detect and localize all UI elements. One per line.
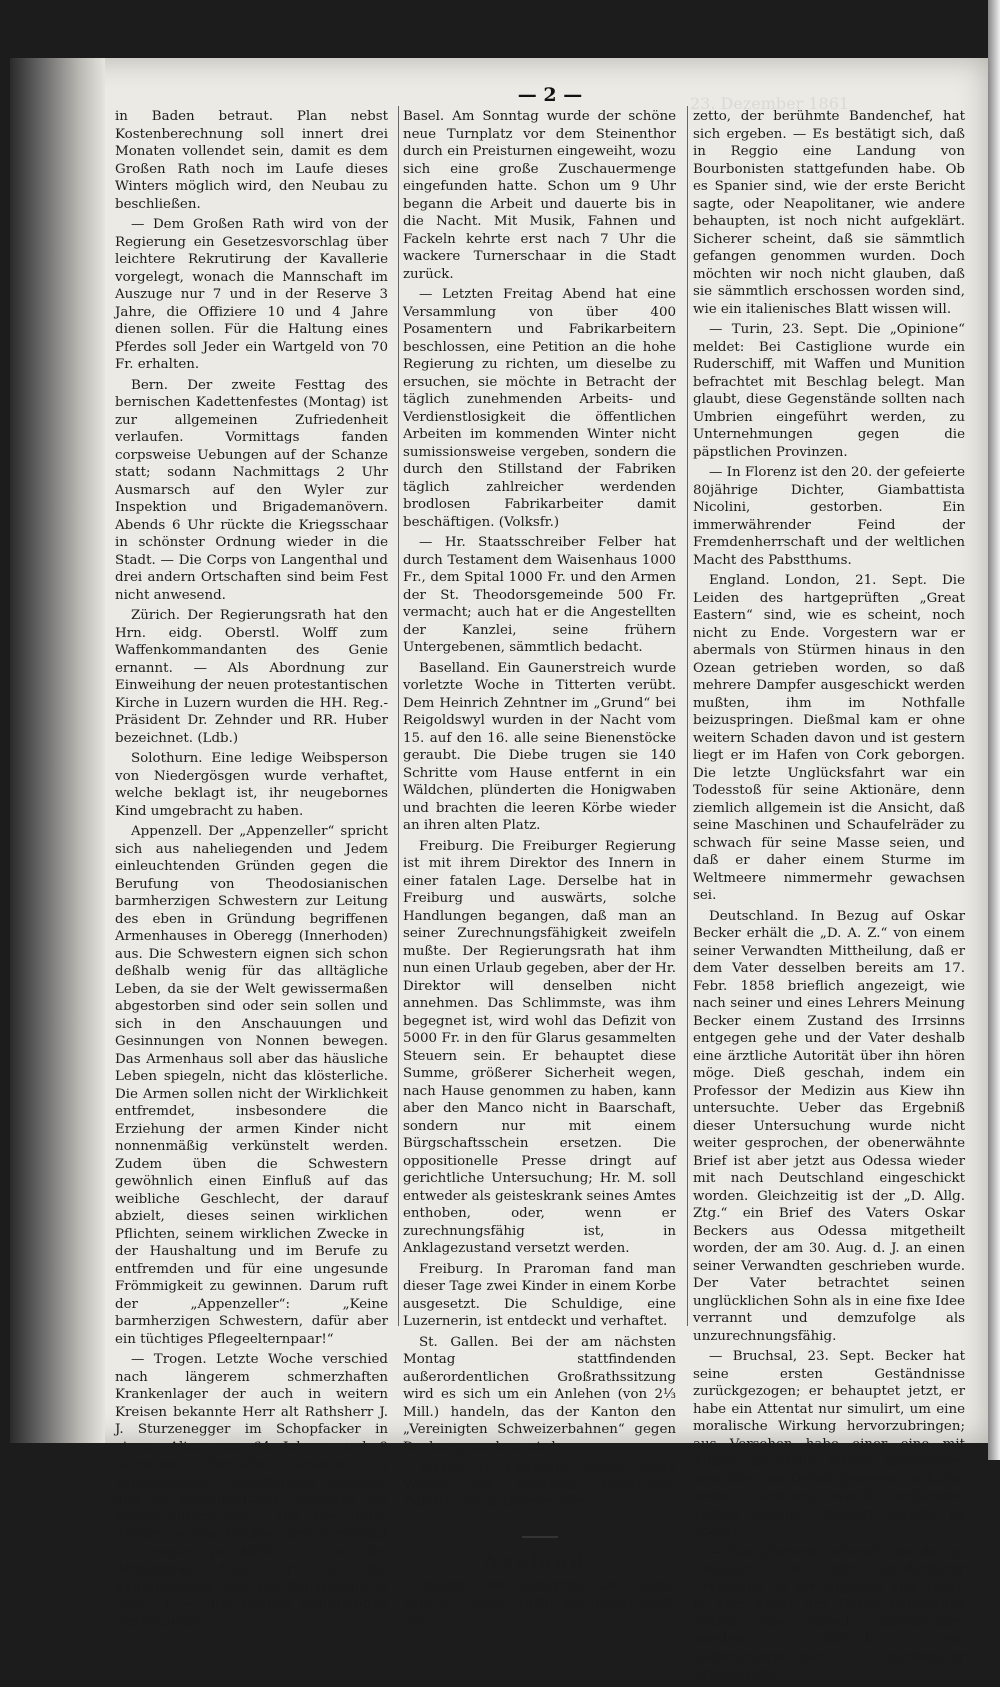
article-paragraph: zetto, der berühmte Bandenchef, hat sich ergeben. — Es bestätigt sich, daß in Reggio eine Landung von Bourbonisten stattgefunden habe. Ob es Spanier sind, wie der erste Bericht sagte, oder Neapolitaner, wie andere behaupten, ist noch nicht aufgeklärt. Sicherer scheint, daß sie sämmtlich gefangen genommen wurden. Doch möchten wir noch nicht glauben, daß sie sämmtlich erschossen worden sind, wie ein italienisches Blatt wissen will. [693,109,965,317]
article-paragraph: — In Florenz ist den 20. der gefeierte 80jährige Dichter, Giambattista Nicolini, gestorben. Ein immerwährender Feind der Fremdenherrschaft und der weltlichen Macht des Pabstthums. [693,465,965,568]
article-paragraph: Zürich. Der Regierungsrath hat den Hrn. eidg. Oberstl. Wolff zum Waffenkommandanten des Genie ernannt. — Als Abordnung zur Einweihung der neuen protestantischen Kirche in Luzern wurden die HH. Reg.-Präsident Dr. Zehnder und RR. Huber bezeichnet. (Ldb.) [115,608,388,746]
article-paragraph: — Turin, 23. Sept. Die „Opinione“ meldet: Bei Castiglione wurde ein Ruderschiff, mit Waffen und Munition befrachtet mit Beschlag belegt. Man glaubt, diese Gegenstände sollten nach Umbrien eingeführt werden, zu Unternehmungen gegen die päpstlichen Provinzen. [693,322,965,460]
article-paragraph: England. London, 21. Sept. Die Leiden des hartgeprüften „Great Eastern“ sind, wie es scheint, noch nicht zu Ende. Vorgestern war er abermals von Stürmen hinaus in den Ozean getrieben worden, so daß mehrere Dampfer ausgeschickt werden mußten, ihm im Nothfalle beizuspringen. Dießmal kam er ohne weitern Schaden davon und ist gestern liegt er im Hafen von Cork geborgen. Die letzte Unglücksfahrt war ein Todesstoß für seine Aktionäre, denn ziemlich allgemein ist die Ansicht, daß seine Maschinen und Schaufelräder zu schwach für seine Masse seien, und daß er daher einem Sturme im Weltmeere nimmermehr gewachsen sei. [693,573,965,903]
article-paragraph: Bern. Der zweite Festtag des bernischen Kadettenfestes (Montag) ist zur allgemeinen Zufriedenheit verlaufen. Vormittags fanden corpsweise Uebungen auf der Schanze statt; sodann Nachmittags 2 Uhr Ausmarsch auf den Wyler zur Inspektion und Brigademanövern. Abends 6 Uhr rückte die Kriegsschaar in schönster Ordnung wieder in die Stadt. — Die Corps von Langenthal und drei andern Ortschaften sind beim Fest nicht anwesend. [115,377,388,603]
page-edge [988,0,1000,1460]
article-paragraph: Waadt. In Lausanne weilte letzte Woche der bekannte kaiserliche Publizist de la Guéronnière. [403,1460,676,1510]
section-heading-ausland: Ausland. [483,1551,596,1572]
article-paragraph: Deutschland. In Bezug auf Oskar Becker erhält die „D. A. Z.“ von einem seiner Verwandten Mittheilung, daß er dem Vater desselben bereits am 17. Febr. 1858 brieflich angezeigt, wie nach seiner und eines Lehrers Meinung Becker einem Zustand des Irrsinns entgegen gehe und der Vater deshalb eine ärztliche Autorität über ihn hören möge. Dieß geschah, indem ein Professor der Medizin aus Kiew ihn untersuchte. Ueber das Ergebniß dieser Untersuchung wurde nicht weiter gesprochen, der obenerwähnte Brief ist aber jetzt aus Odessa wieder mit nach Deutschland eingeschickt worden. Gleichzeitig ist der „D. Allg. Ztg.“ ein Brief des Vaters Oskar Beckers aus Odessa mitgetheilt worden, der am 30. Aug. d. J. an einen seiner Verwandten geschrieben wurde. Der Vater betrachtet seinen unglücklichen Sohn als in eine fixe Idee verrannt und demzufolge als unzurechnungsfähig. [693,908,965,1344]
article-paragraph: Freiburg. Die Freiburger Regierung ist mit ihrem Direktor des Innern in einer fatalen Lage. Derselbe hat in Freiburg und auswärts, solche Handlungen begangen, daß man an seiner Zurechnungsfähigkeit zweifeln mußte. Der Regierungsrath hat ihm nun einen Urlaub gegeben, aber der Hr. Direktor will denselben nicht annehmen. Das Schlimmste, was ihm begegnet ist, wird wohl das Defizit von 5000 Fr. in den für Glarus gesammelten Steuern sein. Er behauptet diese Summe, größerer Sicherheit wegen, nach Hause genommen zu haben, kann aber den Manco nicht in Baarschaft, sondern nur mit einem Bürgschaftsschein ersetzen. Die oppositionelle Presse dringt auf gerichtliche Untersuchung; Hr. M. soll entweder als geisteskrank seines Amtes enthoben, oder, wenn er zurechnungsfähig ist, in Anklagezustand versetzt werden. [403,838,676,1256]
column-rule [398,106,399,1326]
article-paragraph: — Trogen. Letzte Woche verschied nach längerem schmerzhaften Krankenlager der auch in weitern Kreisen bekannte Herr alt Rathsherr J. J. Sturzenegger im Schopfacker in einem Alter von 64 Jahren und 9 Monaten. Derselbe testirte zu verschiedenen wohlthätigen Zwecken und an gemeinnützige Anstalten die schöne Summe von 17,200 Frkn., unter Andern an das Kirchen- und Armengut in Trogen je 4000 Fr., an das Armenhaus 4000 Fr., an die Kantonsschule und die Schurtanne je 2000 Fr. — Ehre solchen wohlthätigen Gesinnungen. [115,1352,388,1630]
article-paragraph: — Letzten Freitag Abend hat eine Versammlung von über 400 Posamentern und Fabrikarbeitern beschlossen, eine Petition an die hohe Regierung zu richten, um dieselbe zu ersuchen, sie möchte in Betracht der täglich zunehmenden Arbeits- und Verdienstlosigkeit die öffentlichen Arbeiten im kommenden Winter nicht sumissionsweise vergeben, sondern die durch den Stillstand der Fabriken täglich zahlreicher werdenden brodlosen Fabrikarbeiter damit beschäftigen. (Volksfr.) [403,287,676,530]
article-paragraph: Solothurn. Eine ledige Weibsperson von Niedergösgen wurde verhaftet, welche beklagt ist, ihr neugebornes Kind umgebracht zu haben. [115,751,388,819]
newspaper-page [10,58,988,1682]
page-number: — 2 — [517,84,583,106]
article-italien: Italien. Eine Depesche aus Neapel vom 21. (über Turin kommend) sagt: Co- [403,1577,676,1628]
article-paragraph: Freiburg. In Praroman fand man dieser Tage zwei Kinder in einem Korbe ausgesetzt. Die Schuldige, eine Luzernerin, ist entdeckt und verhaftet. [403,1261,676,1329]
article-paragraph: — Bruchsal, 23. Sept. Becker hat seine ersten Geständnisse zurückgezogen; er behauptet jetzt, er habe ein Attentat nur simulirt, um eine moralische Wirkung hervorzubringen; aus Versehen habe einer eine mit Kugeln geladene Pistole genommen; sein Ideal sei Orsini gewesen; er hoffe, seine Handlung werde beißenden Folgen erzeugen. Beckers Sprache ist konfus. [693,1349,965,1539]
article-paragraph: Basel. Am Sonntag wurde der schöne neue Turnplatz vor dem Steinenthor durch ein Preisturnen eingeweiht, wozu sich eine große Zuschauermenge eingefunden hatte. Schon um 9 Uhr begann die Arbeit und dauerte bis in die Nacht. Mit Musik, Fahnen und Fackeln kehrte erst nach 7 Uhr die wackere Turnerschaar in die Stadt zurück. [403,109,676,282]
section-separator [403,1526,676,1544]
column-1 [115,108,388,1634]
article-paragraph: Appenzell. Der „Appenzeller“ spricht sich aus naheliegenden und Jedem einleuchtenden Gründen gegen die Berufung von Theodosianischen barmherzigen Schwestern zur Leitung des eben in Gründung begriffenen Armenhauses in Oberegg (Innerhoden) aus. Die Schwestern eignen sich schon deßhalb wenig für das alltägliche Leben, da sie der Welt gewissermaßen abgestorben sind oder sein sollen und sich in den Anschauungen und Gesinnungen von Nonnen bewegen. Das Armenhaus soll aber das häusliche Leben spiegeln, nicht das klösterliche. Die Armen sollen nicht der Wirklichkeit entfremdet, insbesondere die Erziehung der armen Kinder nicht nonnenmäßig verkünstelt werden. Zudem üben die Schwestern gewöhnlich einen Einfluß auf das weibliche Geschlecht, der darauf abzielt, dieses seinen wirklichen Pflichten, seinem wirklichen Zwecke in der Haushaltung und im Berufe zu entfremden und für eine ungesunde Frömmigkeit zu gewinnen. Darum ruft der „Appenzeller“: „Keine barmherzigen Schwestern, dafür aber ein tüchtiges Pflegeelternpaar!“ [115,824,388,1347]
column-2 [403,108,676,1632]
page-binding-shadow [10,58,105,1443]
column-3 [693,108,965,1687]
article-paragraph: Baselland. Ein Gaunerstreich wurde vorletzte Woche in Titterten verübt. Dem Heinrich Zehntner im „Grund“ bei Reigoldswyl wurden in der Nacht vom 15. auf den 16. alle seine Bienenstöcke geraubt. Die Diebe trugen sie 140 Schritte vom Hause entfernt in ein Wäldchen, plünderten die Honigwaben und brachten die leeren Körbe wieder an ihren alten Platz. [403,660,676,833]
article-paragraph: in Baden betraut. Plan nebst Kostenberechnung soll innert drei Monaten vollendet sein, damit es dem Großen Rath noch im Laufe dieses Winters möglich wird, den Neubau zu beschließen. [115,109,388,212]
article-paragraph: — Hr. Staatsschreiber Felber hat durch Testament dem Waisenhaus 1000 Fr., dem Spital 1000 Fr. und den Armen der St. Theodorsgemeinde 500 Fr. vermacht; auch hat er die Angestellten der Kanzlei, seine frühern Untergebenen, sämmtlich bedacht. [403,535,676,655]
article-paragraph: — Dem Großen Rath wird von der Regierung ein Gesetzesvorschlag über leichtere Rekrutirung der Kavallerie vorgelegt, wonach die Mannschaft im Auszuge nur 7 und in der Reserve 3 Jahre, die Offiziere 10 und 4 Jahre dienen sollen. Für die Haltung eines Pferdes soll Jeder ein Wartgeld von 70 Fr. erhalten. [115,217,388,372]
article-paragraph: St. Gallen. Bei der am nächsten Montag stattfindenden außerordentlichen Großrathssitzung wird es sich um ein Anlehen (von 2⅓ Mill.) handeln, das der Kanton den „Vereinigten Schweizerbahnen“ gegen Deckung machen wird. [403,1334,676,1455]
ghost-header: 23. Dezember 1861 [690,94,850,113]
column-rule [687,106,688,1326]
article-paragraph: — Aus Chemnitz schreibt der dasige Anzeiger: Ein sehr sonderbarer Fremdling ist vor ungefähr vier Tagen in dem Keller des Herrn Kaufmanns Köthen hier lebendig aufgefunden worden, nämlich ein südamerikanischer leuchtender Schnellkäfer [693,1544,965,1682]
